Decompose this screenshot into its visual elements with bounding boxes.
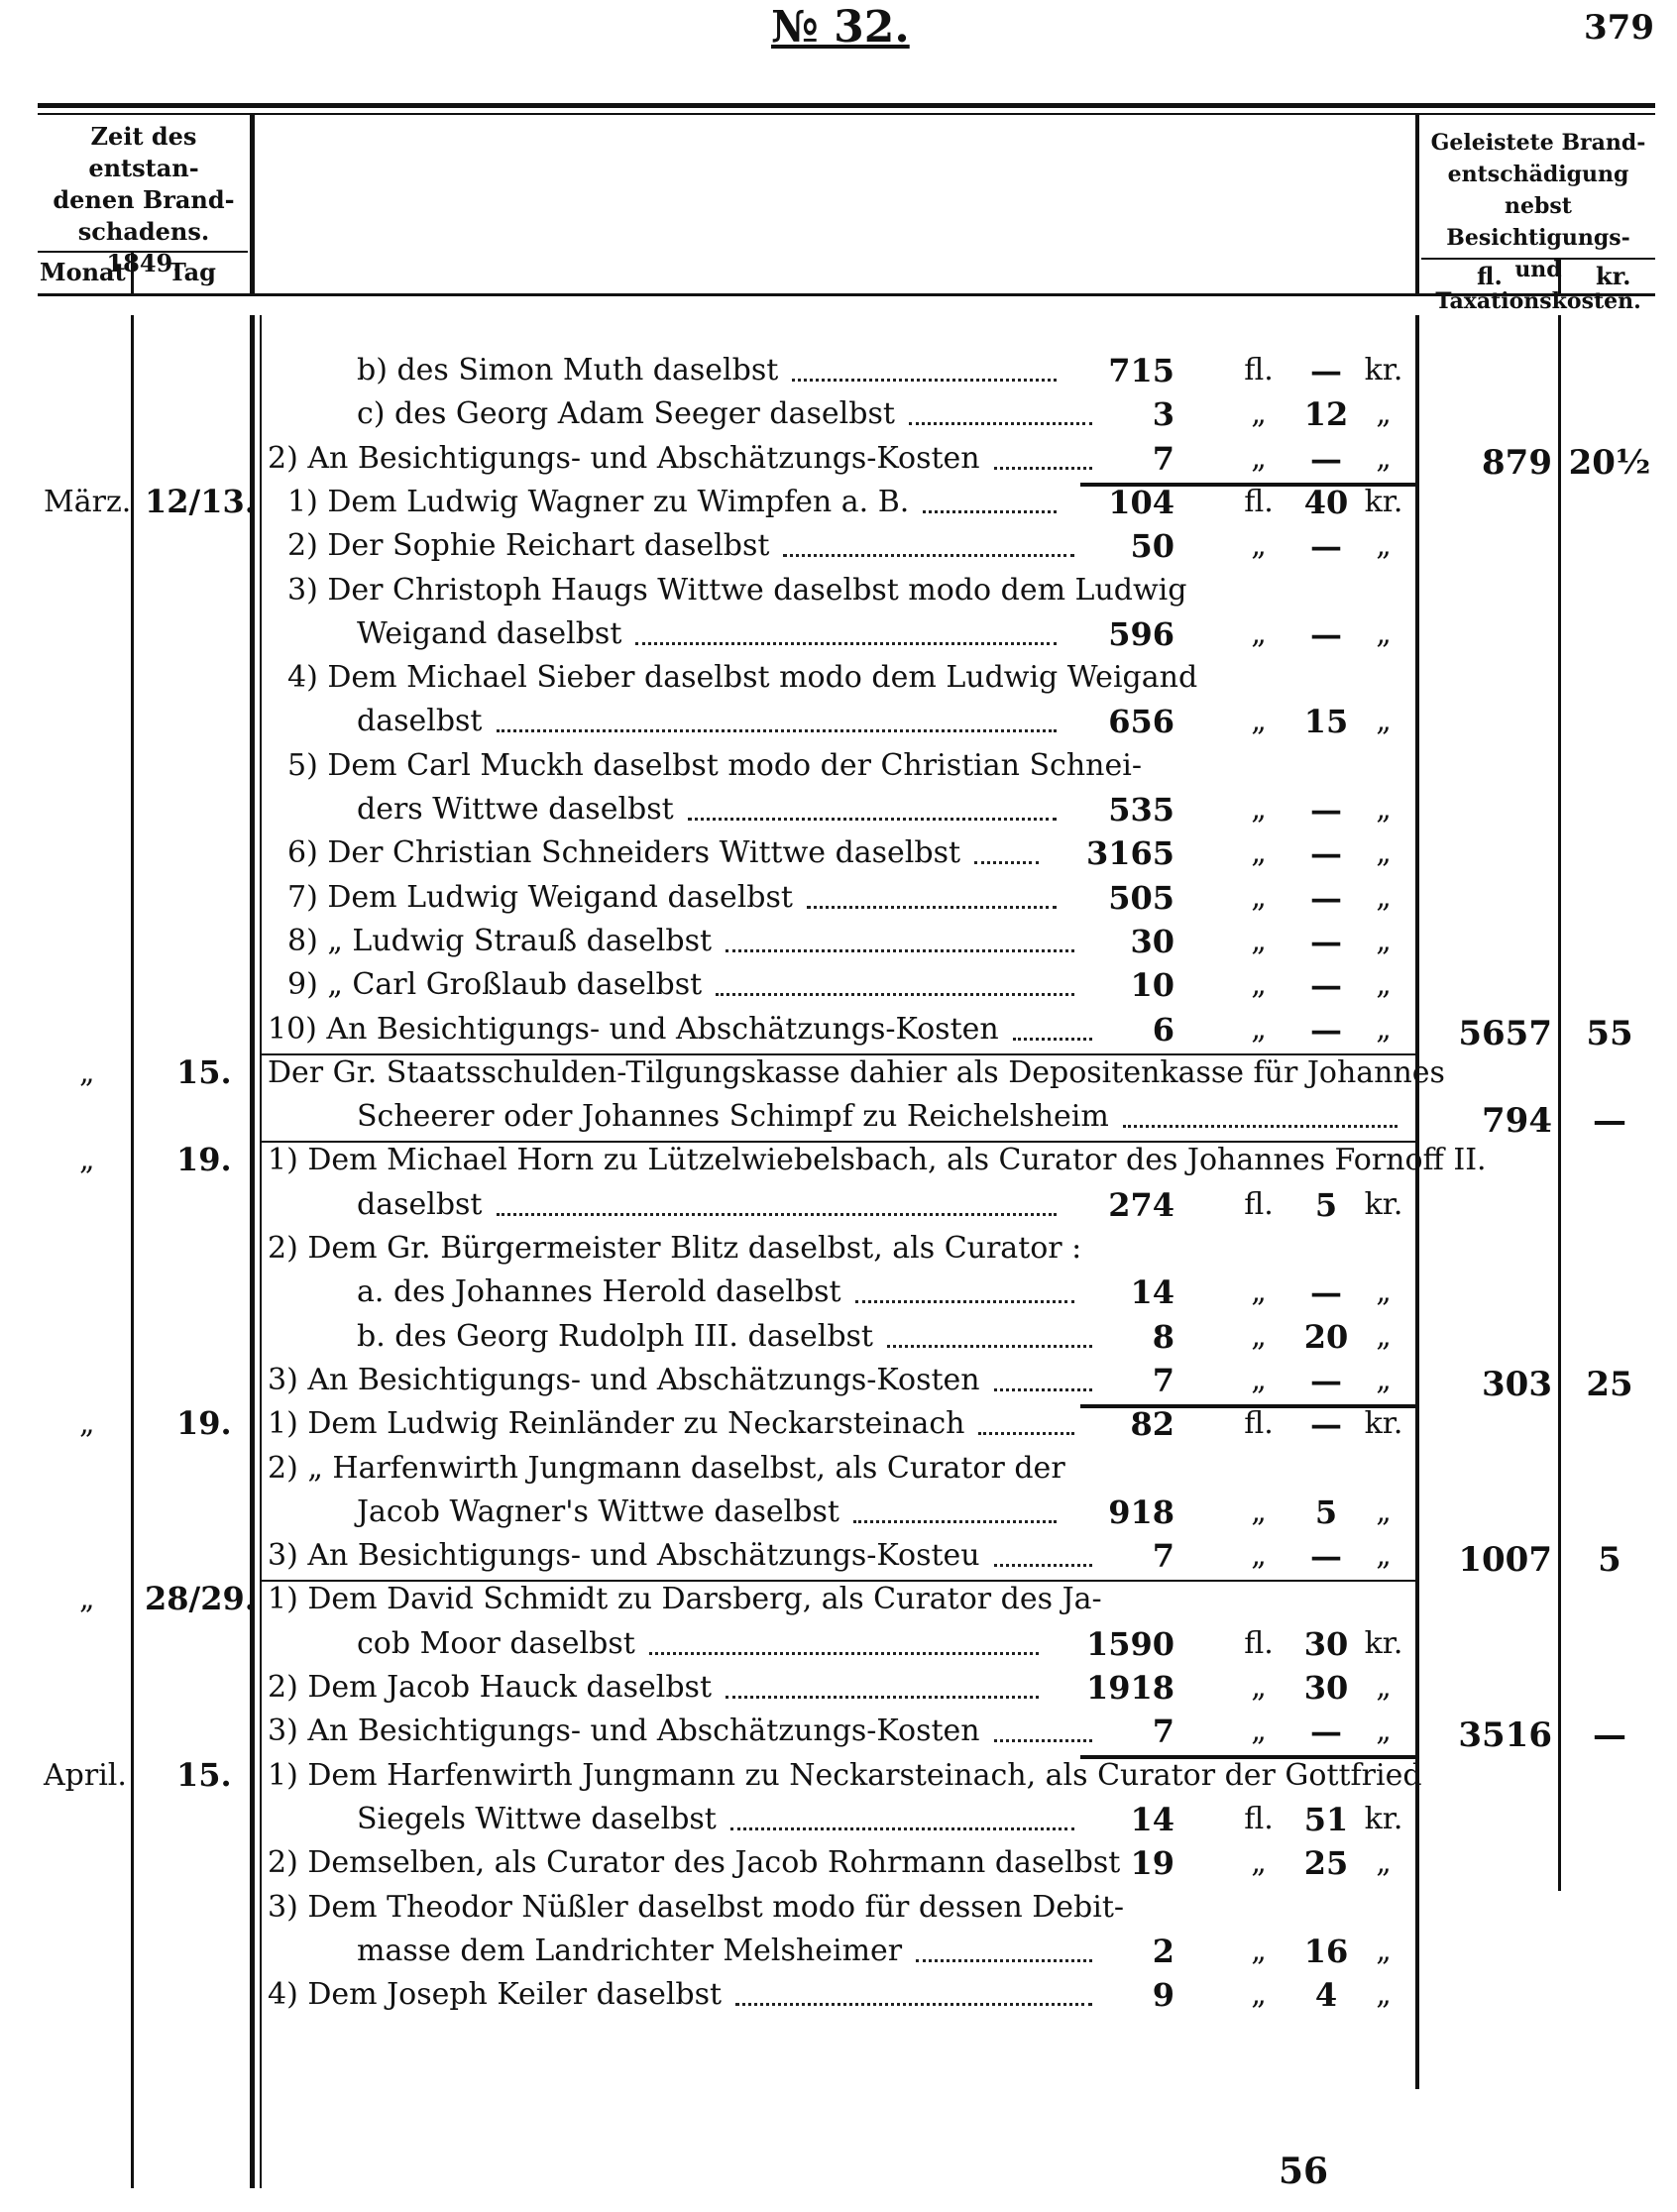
dotted-leader	[716, 993, 1074, 996]
entry-unit-fl: „	[1251, 1977, 1267, 2012]
dotted-leader	[730, 1827, 1074, 1830]
entry-text: 3) An Besichtigungs- und Abschätzungs-Kosten	[268, 1363, 980, 1397]
entry-amount-kr: 51	[1303, 1801, 1349, 1838]
entry-unit-fl: fl.	[1244, 1406, 1274, 1441]
entry-unit-kr: „	[1376, 967, 1392, 1002]
dotted-leader	[497, 729, 1057, 732]
entry-unit-kr: kr.	[1364, 353, 1403, 387]
total-kr: 20½	[1568, 443, 1651, 483]
table-row	[260, 1447, 1415, 1491]
entry-amount-fl: 3165	[1085, 834, 1174, 872]
entry-unit-fl: „	[1251, 1670, 1267, 1705]
entry-unit-kr: „	[1376, 1714, 1392, 1748]
entry-amount-kr: —	[1310, 615, 1342, 653]
total-fl: 3516	[1458, 1715, 1552, 1755]
total-kr: 25	[1586, 1365, 1633, 1404]
total-kr: 5	[1598, 1540, 1621, 1580]
entry-text: 3) An Besichtigungs- und Abschätzungs-Kosteu	[268, 1538, 980, 1573]
entry-amount-kr: 5	[1314, 1186, 1338, 1224]
entry-amount-kr: 25	[1303, 1844, 1349, 1882]
entry-unit-kr: „	[1376, 1538, 1392, 1573]
table-row	[260, 1886, 1415, 1930]
entry-text: a. des Johannes Herold daselbst	[357, 1274, 841, 1309]
entry-amount-kr: —	[1310, 834, 1342, 872]
column-header-kr: kr.	[1596, 262, 1631, 290]
entry-unit-kr: kr.	[1364, 485, 1403, 519]
entry-amount-fl: 19	[1130, 1844, 1174, 1882]
entry-amount-fl: 596	[1108, 615, 1174, 653]
entry-amount-fl: 10	[1130, 966, 1174, 1004]
entry-amount-fl: 7	[1152, 440, 1174, 478]
header-bottom-rule	[38, 293, 1655, 296]
entry-amount-fl: 82	[1130, 1405, 1174, 1443]
entry-amount-kr: —	[1310, 1011, 1342, 1049]
entry-day: 19.	[176, 1141, 232, 1178]
entry-unit-fl: fl.	[1244, 1187, 1274, 1222]
entry-text: 2) „ Harfenwirth Jungmann daselbst, als Curator der	[268, 1451, 1065, 1486]
dotted-leader	[909, 422, 1092, 425]
total-fl: 879	[1482, 443, 1552, 483]
entry-amount-fl: 2	[1152, 1933, 1174, 1970]
entry-unit-kr: „	[1376, 528, 1392, 563]
entry-amount-fl: 8	[1152, 1318, 1174, 1356]
entry-text: 3) An Besichtigungs- und Abschätzungs-Kosten	[268, 1714, 980, 1748]
entry-amount-fl: 656	[1108, 703, 1174, 740]
column-header-month: Monat	[40, 258, 126, 286]
entry-amount-fl: 14	[1130, 1273, 1174, 1311]
entry-amount-kr: 16	[1303, 1933, 1349, 1970]
time-line-2: denen Brand-	[53, 185, 235, 214]
entry-text: c) des Georg Adam Seeger daselbst	[357, 396, 895, 431]
entry-unit-kr: „	[1376, 1934, 1392, 1968]
entry-text: Weigand daselbst	[357, 616, 622, 651]
entry-day: 28/29.	[145, 1580, 256, 1617]
entry-unit-fl: „	[1251, 1845, 1267, 1880]
entry-unit-kr: „	[1376, 1274, 1392, 1309]
entry-amount-kr: —	[1310, 1405, 1342, 1443]
table-row	[260, 1051, 1445, 1095]
entry-unit-kr: „	[1376, 1670, 1392, 1705]
entry-unit-fl: fl.	[1244, 353, 1274, 387]
entry-month: „	[79, 1406, 95, 1441]
entry-amount-kr: —	[1310, 1713, 1342, 1750]
total-fl: 1007	[1458, 1540, 1552, 1580]
body-vline-time	[250, 315, 255, 2188]
entry-text: masse dem Landrichter Melsheimer	[357, 1934, 903, 1968]
table-row	[260, 1095, 1415, 1139]
entry-unit-fl: „	[1251, 1494, 1267, 1529]
entry-day: 15.	[176, 1053, 232, 1091]
dotted-leader	[726, 949, 1074, 952]
payment-line-4: Taxationskosten.	[1435, 288, 1641, 314]
entry-unit-fl: fl.	[1244, 1626, 1274, 1661]
dotted-leader	[649, 1652, 1039, 1655]
entry-amount-fl: 715	[1108, 352, 1174, 389]
dotted-leader	[974, 861, 1039, 864]
entry-amount-fl: 3	[1152, 395, 1174, 433]
entry-text: 6) Der Christian Schneiders Wittwe daselbst	[287, 835, 961, 870]
dotted-leader	[735, 2003, 1092, 2006]
table-row	[260, 656, 1415, 700]
entry-unit-kr: „	[1376, 924, 1392, 958]
entry-unit-kr: „	[1376, 441, 1392, 476]
header-vline-time	[250, 115, 255, 293]
entry-unit-fl: „	[1251, 704, 1267, 738]
entry-unit-fl: „	[1251, 396, 1267, 431]
dotted-leader	[688, 818, 1057, 821]
payment-line-2: entschädigung nebst	[1447, 162, 1629, 219]
entry-unit-kr: kr.	[1364, 1187, 1403, 1222]
total-kr: 55	[1586, 1014, 1633, 1053]
entry-amount-kr: 20	[1303, 1318, 1349, 1356]
time-line-3: schadens.	[77, 217, 210, 246]
entry-text: daselbst	[357, 1187, 483, 1222]
entry-amount-fl: 1918	[1085, 1669, 1174, 1707]
column-header-fl: fl.	[1477, 262, 1503, 290]
entry-unit-fl: „	[1251, 967, 1267, 1002]
entry-unit-kr: kr.	[1364, 1626, 1403, 1661]
dotted-leader	[635, 642, 1057, 645]
entry-amount-kr: —	[1310, 1537, 1342, 1575]
payment-line-3: Besichtigungs- und	[1446, 225, 1630, 282]
entry-text: 2) Dem Gr. Bürgermeister Blitz daselbst, als Curator :	[268, 1231, 1082, 1266]
entry-unit-kr: „	[1376, 1012, 1392, 1047]
entry-unit-fl: „	[1251, 880, 1267, 915]
body-vline-left	[131, 315, 134, 2188]
entry-amount-kr: —	[1310, 1273, 1342, 1311]
entry-text: 1) Dem Harfenwirth Jungmann zu Neckarsteinach, als Curator der Gottfried	[268, 1758, 1422, 1793]
entry-text: 1) Dem David Schmidt zu Darsberg, als Curator des Ja-	[268, 1582, 1102, 1616]
entry-amount-fl: 7	[1152, 1362, 1174, 1399]
entry-unit-kr: kr.	[1364, 1802, 1403, 1836]
entry-unit-kr: „	[1376, 616, 1392, 651]
dotted-leader	[923, 510, 1057, 513]
entry-text: 1) Dem Ludwig Wagner zu Wimpfen a. B.	[287, 485, 910, 519]
entry-unit-kr: „	[1376, 792, 1392, 827]
time-line-4: 1849.	[106, 249, 181, 277]
entry-amount-fl: 7	[1152, 1537, 1174, 1575]
entry-amount-kr: 5	[1314, 1493, 1338, 1531]
entry-unit-fl: „	[1251, 1538, 1267, 1573]
column-header-day: Tag	[168, 258, 216, 286]
entry-amount-fl: 6	[1152, 1011, 1174, 1049]
entry-unit-fl: „	[1251, 1319, 1267, 1354]
total-kr: —	[1593, 1715, 1626, 1755]
entry-amount-kr: —	[1310, 440, 1342, 478]
entry-month: März.	[44, 485, 132, 519]
column-header-time	[40, 121, 248, 279]
entry-text: 5) Dem Carl Muckh daselbst modo der Christian Schnei-	[287, 748, 1142, 783]
entry-text: 3) Der Christoph Haugs Wittwe daselbst modo dem Ludwig	[287, 573, 1187, 608]
entry-text: 8) „ Ludwig Strauß daselbst	[287, 924, 713, 958]
entry-text: Der Gr. Staatsschulden-Tilgungskasse dahier als Depositenkasse für Johannes	[268, 1055, 1445, 1090]
entry-text: 9) „ Carl Großlaub daselbst	[287, 967, 703, 1002]
entry-amount-fl: 7	[1152, 1713, 1174, 1750]
dotted-leader	[807, 906, 1057, 909]
table-row	[260, 744, 1415, 788]
dotted-leader	[497, 1213, 1057, 1216]
entry-unit-fl: „	[1251, 1363, 1267, 1397]
entry-text: 4) Dem Joseph Keiler daselbst	[268, 1977, 723, 2012]
dotted-leader	[978, 1432, 1074, 1435]
entry-text: 3) Dem Theodor Nüßler daselbst modo für dessen Debit-	[268, 1890, 1125, 1925]
entry-text: 1) Dem Ludwig Reinländer zu Neckarsteinach	[268, 1406, 965, 1441]
entry-amount-kr: 30	[1303, 1625, 1349, 1663]
entry-amount-fl: 30	[1130, 923, 1174, 960]
entry-amount-fl: 1590	[1085, 1625, 1174, 1663]
entry-amount-fl: 918	[1108, 1493, 1174, 1531]
dotted-leader	[783, 554, 1074, 557]
entry-amount-fl: 505	[1108, 879, 1174, 917]
entry-unit-fl: „	[1251, 792, 1267, 827]
entry-text: Jacob Wagner's Wittwe daselbst	[357, 1494, 839, 1529]
dotted-leader	[853, 1520, 1057, 1523]
entry-amount-fl: 50	[1130, 527, 1174, 565]
table-row	[260, 1227, 1415, 1271]
entry-amount-kr: —	[1310, 352, 1342, 389]
entry-month: April.	[44, 1758, 127, 1793]
entry-unit-kr: „	[1376, 396, 1392, 431]
dotted-leader	[1123, 1125, 1398, 1128]
entry-amount-kr: —	[1310, 879, 1342, 917]
entry-amount-kr: 30	[1303, 1669, 1349, 1707]
entry-unit-kr: „	[1376, 880, 1392, 915]
entry-amount-kr: —	[1310, 527, 1342, 565]
total-fl: 5657	[1458, 1014, 1552, 1053]
body-vline-fl	[1558, 315, 1561, 1891]
total-fl: 794	[1482, 1101, 1552, 1141]
entry-unit-fl: „	[1251, 1274, 1267, 1309]
entry-unit-fl: „	[1251, 441, 1267, 476]
entry-unit-fl: „	[1251, 1714, 1267, 1748]
table-row	[260, 1139, 1487, 1182]
entry-text: 10) An Besichtigungs- und Abschätzungs-Kosten	[268, 1012, 999, 1047]
entry-day: 19.	[176, 1404, 232, 1442]
sheet-number: № 32.	[771, 2, 910, 53]
entry-amount-kr: 12	[1303, 395, 1349, 433]
entry-text: 4) Dem Michael Sieber daselbst modo dem Ludwig Weigand	[287, 660, 1198, 695]
entry-amount-kr: —	[1310, 791, 1342, 829]
dotted-leader	[726, 1696, 1039, 1699]
entry-unit-kr: kr.	[1364, 1406, 1403, 1441]
entry-unit-kr: „	[1376, 1363, 1392, 1397]
entry-unit-fl: fl.	[1244, 1802, 1274, 1836]
top-rule-thin	[38, 113, 1655, 115]
entry-unit-fl: „	[1251, 835, 1267, 870]
entry-text: 2) An Besichtigungs- und Abschätzungs-Kosten	[268, 441, 980, 476]
entry-amount-fl: 274	[1108, 1186, 1174, 1224]
entry-amount-kr: 15	[1303, 703, 1349, 740]
entry-unit-fl: „	[1251, 1934, 1267, 1968]
top-rule-thick	[38, 103, 1655, 108]
dotted-leader	[792, 379, 1057, 382]
entry-amount-fl: 14	[1130, 1801, 1174, 1838]
entry-unit-kr: „	[1376, 835, 1392, 870]
entry-month: „	[79, 1582, 95, 1616]
entry-amount-kr: —	[1310, 966, 1342, 1004]
entry-text: Siegels Wittwe daselbst	[357, 1802, 717, 1836]
entry-amount-fl: 9	[1152, 1976, 1174, 2014]
entry-text: daselbst	[357, 704, 483, 738]
entry-amount-kr: —	[1310, 923, 1342, 960]
total-kr: —	[1593, 1101, 1626, 1141]
sheet-signature: 56	[1279, 2151, 1329, 2192]
entry-unit-kr: „	[1376, 1494, 1392, 1529]
entry-month: „	[79, 1055, 95, 1090]
entry-amount-fl: 104	[1108, 484, 1174, 521]
table-row	[260, 1578, 1415, 1621]
entry-unit-fl: fl.	[1244, 485, 1274, 519]
total-fl: 303	[1482, 1365, 1552, 1404]
entry-unit-fl: „	[1251, 1012, 1267, 1047]
entry-unit-fl: „	[1251, 924, 1267, 958]
time-line-1: Zeit des entstan-	[88, 122, 199, 182]
entry-text: b. des Georg Rudolph III. daselbst	[357, 1319, 873, 1354]
entry-unit-fl: „	[1251, 528, 1267, 563]
entry-text: b) des Simon Muth daselbst	[357, 353, 779, 387]
entry-text: 2) Dem Jacob Hauck daselbst	[268, 1670, 713, 1705]
payment-line-1: Geleistete Brand-	[1430, 130, 1646, 156]
entry-text: 2) Der Sophie Reichart daselbst	[287, 528, 770, 563]
entry-text: 1) Dem Michael Horn zu Lützelwiebelsbach, als Curator des Johannes Fornoff II.	[268, 1143, 1487, 1177]
entry-month: „	[79, 1143, 95, 1177]
entry-text: 7) Dem Ludwig Weigand daselbst	[287, 880, 793, 915]
entry-unit-kr: „	[1376, 704, 1392, 738]
table-row	[260, 1754, 1422, 1798]
entry-text: cob Moor daselbst	[357, 1626, 635, 1661]
entry-text: Scheerer oder Johannes Schimpf zu Reichelsheim	[357, 1099, 1109, 1134]
entry-unit-kr: „	[1376, 1845, 1392, 1880]
entry-unit-fl: „	[1251, 616, 1267, 651]
entry-amount-kr: 40	[1303, 484, 1349, 521]
dotted-leader	[916, 1959, 1092, 1962]
entry-unit-kr: „	[1376, 1977, 1392, 2012]
dotted-leader	[855, 1300, 1074, 1303]
entry-amount-kr: —	[1310, 1362, 1342, 1399]
entry-unit-kr: „	[1376, 1319, 1392, 1354]
entry-text: 2) Demselben, als Curator des Jacob Rohrmann daselbst	[268, 1845, 1121, 1880]
entry-amount-kr: 4	[1314, 1976, 1338, 2014]
body-vline-payment	[1415, 315, 1419, 2089]
entry-day: 12/13.	[145, 483, 256, 520]
table-row	[260, 569, 1415, 612]
entry-text: ders Wittwe daselbst	[357, 792, 674, 827]
page-number: 379	[1584, 8, 1654, 48]
dotted-leader	[887, 1345, 1092, 1348]
entry-amount-fl: 535	[1108, 791, 1174, 829]
entry-day: 15.	[176, 1756, 232, 1794]
